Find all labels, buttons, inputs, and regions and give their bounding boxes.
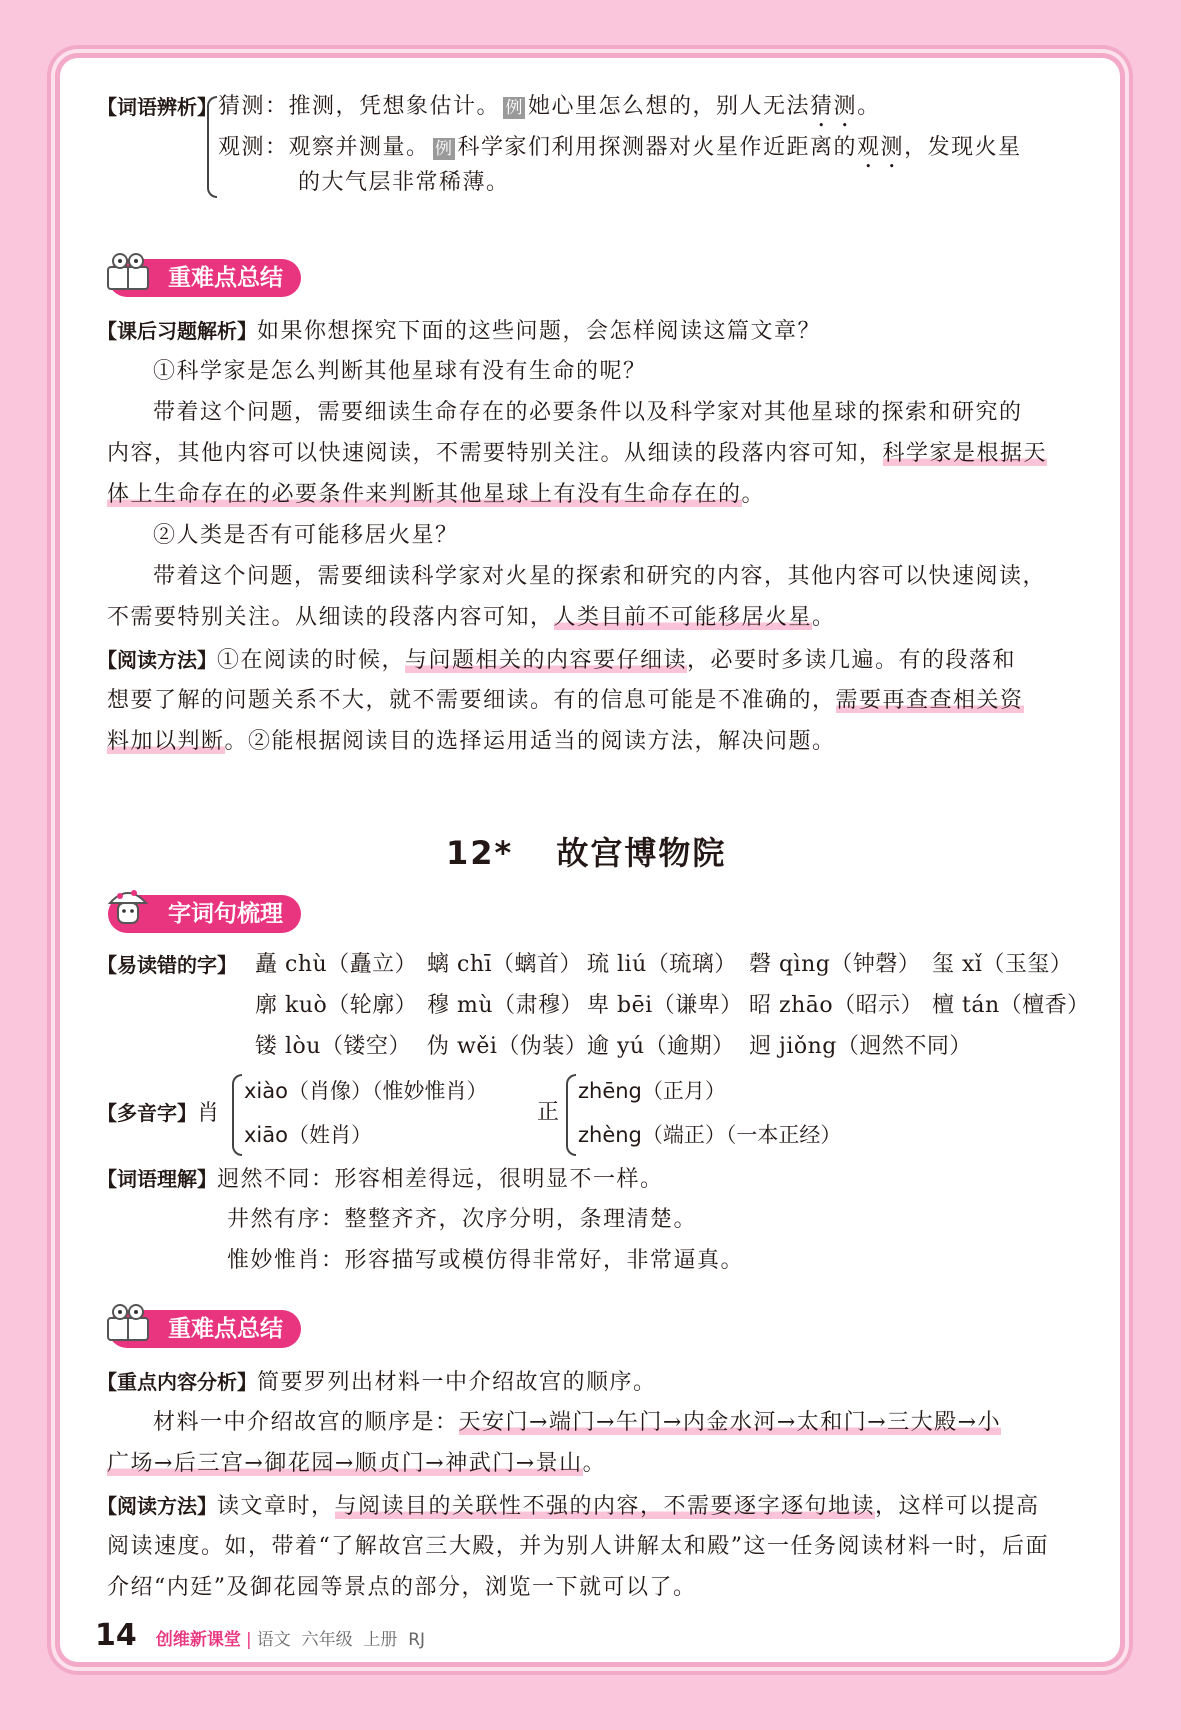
book-mascot-icon (104, 1300, 152, 1344)
method-text: 读文章时， (217, 1494, 335, 1519)
easy-misread-item: 玺 xǐ（玉玺） (932, 952, 1073, 977)
answer-2-line-1: 带着这个问题，需要细读科学家对火星的探索和研究的内容，其他内容可以快速阅读， (153, 564, 1047, 589)
easy-misread-item: 卑 bēi（谦卑） (587, 993, 743, 1018)
method-text: 。②能根据阅读目的选择运用适当的阅读方法，解决问题。 (224, 729, 836, 754)
reading-method-line-1 (97, 645, 1016, 676)
method-text: 想要了解的问题关系不大，就不需要细读。有的信息可能是不准确的， (107, 688, 836, 713)
answer-1-line-3 (107, 480, 765, 510)
reading-method-line-3 (107, 727, 836, 757)
page-number: 14 (95, 1618, 137, 1653)
word-diff-item-2-cont: 的大气层非常稀薄。 (298, 170, 510, 195)
easy-misread-item: 螭 chī（螭首） (427, 952, 583, 977)
answer-end: 。 (741, 482, 766, 507)
lesson-number: 12* (446, 834, 514, 872)
word-diff-tag: 【词语辨析】 (97, 95, 217, 119)
answer-highlight: 天安门→端门→午门→内金水河→太和门→三大殿→小 (458, 1410, 1002, 1435)
reading-method-tag: 【阅读方法】 (97, 1494, 217, 1518)
key-content-answer-2 (107, 1449, 606, 1479)
polyphone-1-reading-2: xiāo（姓肖） (244, 1123, 372, 1147)
easy-misread-item: 琉 liú（琉璃） (587, 952, 737, 977)
answer-text: 材料一中介绍故宫的顺序是： (153, 1410, 459, 1435)
key-content-line (97, 1367, 657, 1398)
method-text: ，必要时多读几遍。有的段落和 (687, 648, 1017, 673)
polyphone-2-reading-2: zhèng（端正）（一本正经） (578, 1123, 842, 1147)
answer-highlight: 广场→后三宫→御花园→顺贞门→神武门→景山 (107, 1451, 583, 1476)
page-footer (95, 1618, 425, 1653)
method-highlight: 与阅读目的关联性不强的内容，不需要逐字逐句地读 (334, 1494, 876, 1519)
easy-misread-item: 伪 wěi（伪装） (427, 1034, 588, 1059)
def-cece: 推测，凭想象估计。 (288, 94, 501, 119)
answer-2-line-2 (107, 603, 836, 633)
word-diff-line-1 (97, 92, 217, 123)
easy-misread-item: 矗 chù（矗立） (255, 952, 418, 977)
vocab-line-1 (97, 1164, 664, 1195)
answer-end: 。 (812, 605, 836, 630)
answer-text: 内容，其他内容可以快速阅读，不需要特别关注。从细读的段落内容可知， (107, 441, 883, 466)
method-highlight: 与问题相关的内容要仔细读 (405, 648, 688, 673)
brand-name: 创维新课堂 (155, 1630, 241, 1650)
polyphone-char-1: 肖 (197, 1101, 221, 1126)
example-end: 。 (857, 94, 881, 119)
method-highlight: 需要再查查相关资 (835, 688, 1024, 713)
word-diff-brace (207, 96, 217, 198)
reading-method-tag: 【阅读方法】 (97, 648, 217, 672)
easy-misread-item: 镂 lòu（镂空） (255, 1034, 411, 1059)
example-keyword: 猜测 (810, 94, 858, 119)
book-info: 语文 六年级 上册 RJ (256, 1630, 426, 1650)
polyphone-1-reading-1: xiào（肖像）（惟妙惟肖） (244, 1079, 488, 1103)
answer-end: 。 (582, 1451, 607, 1476)
polyphone-brace-2 (566, 1074, 576, 1156)
example-badge: 例 (433, 138, 455, 160)
polyphone-tag: 【多音字】 (97, 1101, 197, 1125)
reading-method-2-line-3: 介绍“内廷”及御花园等景点的部分，浏览一下就可以了。 (107, 1575, 697, 1600)
easy-misread-item: 磬 qìng（钟磬） (749, 952, 921, 977)
example-text: 她心里怎么想的，别人无法 (528, 94, 811, 119)
word-cece: 猜测： (218, 94, 289, 119)
answer-1-line-2 (107, 439, 1047, 469)
def-guance: 观察并测量。 (288, 135, 430, 160)
answer-highlight: 体上生命存在的必要条件来判断其他星球上有没有生命存在的 (107, 482, 742, 507)
question-1: ①科学家是怎么判断其他星球有没有生命的呢？ (153, 359, 647, 384)
example-badge: 例 (503, 97, 525, 119)
answer-1-line-1: 带着这个问题，需要细读生命存在的必要条件以及科学家对其他星球的探索和研究的 (153, 400, 1023, 425)
key-content-question: 简要罗列出材料一中介绍故宫的顺序。 (257, 1370, 657, 1395)
method-highlight: 料加以判断 (107, 729, 225, 754)
easy-misread-item: 檀 tán（檀香） (932, 993, 1090, 1018)
mushroom-mascot-icon (104, 883, 152, 927)
easy-misread-item: 迥 jiǒng（迥然不同） (749, 1034, 972, 1059)
word-diff-item-1 (218, 92, 881, 132)
reading-method-2-line-2: 阅读速度。如，带着“了解故宫三大殿，并为别人讲解太和殿”这一任务阅读材料一时，后面 (107, 1534, 1049, 1559)
lesson-title (446, 828, 726, 874)
example-text: 科学家们利用探测器对火星作近距离的 (457, 135, 858, 160)
example-keyword: 观测 (857, 135, 905, 160)
method-text: ①在阅读的时候， (217, 648, 406, 673)
vocab-item: 井然有序：整整齐齐，次序分明，条理清楚。 (227, 1207, 698, 1232)
easy-misread-item: 昭 zhāo（昭示） (749, 993, 924, 1018)
exercise-question-line (97, 316, 821, 347)
method-text: ，这样可以提高 (875, 1494, 1040, 1519)
lesson-name: 故宫博物院 (556, 834, 727, 872)
question-2: ②人类是否有可能移居火星？ (153, 523, 459, 548)
difficult-points-heading-2: 重难点总结 (108, 1310, 301, 1348)
polyphone-2-reading-1: zhēng（正月） (578, 1079, 726, 1103)
answer-text: 不需要特别关注。从细读的段落内容可知， (107, 605, 554, 630)
reading-method-2-line-1 (97, 1491, 1040, 1522)
key-content-tag: 【重点内容分析】 (97, 1370, 257, 1394)
polyphone-char-2: 正 (537, 1100, 561, 1125)
easy-misread-tag-line (97, 950, 237, 981)
easy-misread-item: 逾 yú（逾期） (587, 1034, 735, 1059)
footer-separator: | (245, 1630, 252, 1650)
word-guance: 观测： (218, 135, 289, 160)
easy-misread-item: 廓 kuò（轮廓） (255, 993, 418, 1018)
key-content-answer-1 (153, 1408, 1001, 1438)
difficult-points-heading-1: 重难点总结 (108, 259, 301, 297)
polyphone-line (97, 1098, 221, 1129)
vocab-tag: 【词语理解】 (97, 1167, 217, 1191)
example-end: ，发现火星 (904, 135, 1022, 160)
easy-misread-tag: 【易读错的字】 (97, 953, 237, 977)
answer-highlight: 人类目前不可能移居火星 (553, 605, 813, 630)
easy-misread-item: 穆 mù（肃穆） (427, 993, 584, 1018)
words-heading: 字词句梳理 (108, 895, 301, 933)
exercise-question: 如果你想探究下面的这些问题，会怎样阅读这篇文章？ (257, 319, 822, 344)
exercise-tag: 【课后习题解析】 (97, 319, 257, 343)
polyphone-brace-1 (232, 1074, 242, 1156)
word-diff-item-2 (218, 133, 1022, 173)
vocab-item: 惟妙惟肖：形容描写或模仿得非常好，非常逼真。 (227, 1248, 745, 1273)
reading-method-line-2 (107, 686, 1024, 716)
vocab-item: 迥然不同：形容相差得远，很明显不一样。 (217, 1167, 664, 1192)
answer-highlight: 科学家是根据天 (882, 441, 1048, 466)
book-mascot-icon (104, 249, 152, 293)
